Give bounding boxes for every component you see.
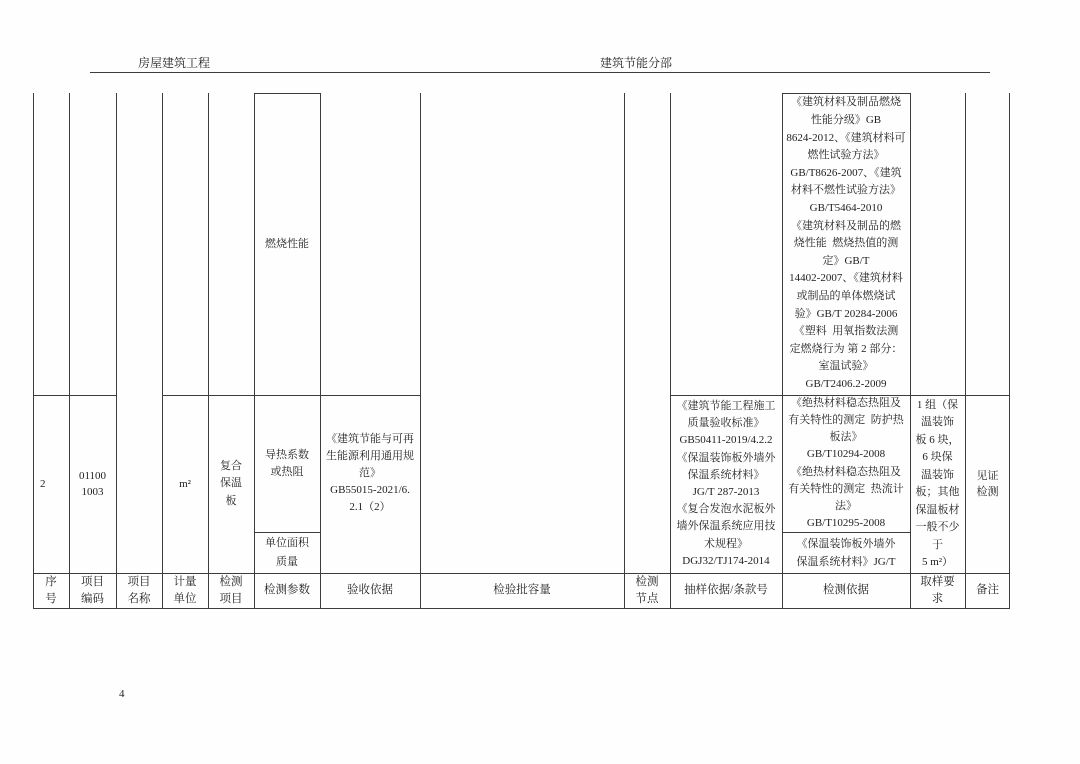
col-header-seq: 序 号 — [45, 575, 57, 605]
col-header-remark: 备注 — [976, 584, 999, 596]
col-header-test-basis: 检测依据 — [823, 584, 869, 596]
col-header-acceptance-basis: 验收依据 — [347, 584, 393, 596]
running-header-left: 房屋建筑工程 — [138, 56, 211, 70]
row-item-code: 01100 1003 — [78, 470, 107, 498]
running-header-right: 建筑节能分部 — [600, 56, 673, 70]
col-header-unit: 计量 单位 — [173, 575, 197, 605]
row-sampling-requirement: 1 组（保 温装饰 板 6 块， 6 块保 温装饰 板；其他 保温板材 一般不少 于 5 m²） — [915, 398, 960, 568]
col-header-test-node: 检测 节点 — [635, 575, 659, 605]
col-header-test-parameter: 检测参数 — [264, 584, 310, 596]
row-parameter-thermal: 导热系数 或热阻 — [265, 448, 309, 478]
row-unit: m² — [179, 477, 191, 490]
row-test-basis-mass: 《保温装饰板外墙外 保温系统材料》JG/T — [796, 537, 896, 568]
col-header-item-code: 项目 编码 — [81, 575, 104, 605]
col-header-sampling-requirement: 取样要 求 — [920, 575, 955, 605]
continued-test-basis: 《建筑材料及制品燃烧 性能分级》GB 8624-2012、《建筑材料可 燃性试验方法》 GB/T8626-2007、《建筑 材料不燃性试验方法》 GB/T5464-2010 《建筑材料及制品的燃 烧性能 燃烧热值的测 定》GB/T 14402-2007、《建筑材料 或制品的单体燃烧试 验》GB/T 20284-2006 《塑料 用氧指数法测 定燃烧行为 第 2 部分： 室温试验》 GB/T2406.2-2009 — [786, 96, 906, 390]
page-number: 4 — [119, 688, 125, 700]
col-header-test-item: 检测 项目 — [219, 575, 243, 605]
row-seq: 2 — [40, 477, 46, 490]
row-test-item: 复合 保温 板 — [220, 459, 242, 507]
row-sampling-basis: 《建筑节能工程施工 质量验收标准》 GB50411-2019/4.2.2 《保温装饰板外墙外 保温系统材料》 JG/T 287-2013 《复合发泡水泥板外 墙外保温系统应用技 术规程》 DGJ32/TJ174-2014 — [676, 399, 776, 567]
continued-test-parameter: 燃烧性能 — [265, 237, 309, 250]
row-acceptance-basis: 《建筑节能与可再 生能源利用通用规 范》 GB55015-2021/6. 2.1（2） — [326, 432, 414, 513]
row-remark: 见证 检测 — [976, 470, 999, 498]
col-header-item-name: 项目 名称 — [127, 575, 151, 605]
col-header-batch-capacity: 检验批容量 — [493, 584, 551, 596]
row-parameter-mass: 单位面积 质量 — [265, 536, 309, 568]
col-header-sampling-basis: 抽样依据/条款号 — [684, 584, 768, 596]
row-test-basis-thermal: 《绝热材料稳态热阻及 有关特性的测定 防护热 板法》 GB/T10294-2008 《绝热材料稳态热阻及 有关特性的测定 热流计 法》 GB/T10295-2008 — [788, 397, 904, 529]
